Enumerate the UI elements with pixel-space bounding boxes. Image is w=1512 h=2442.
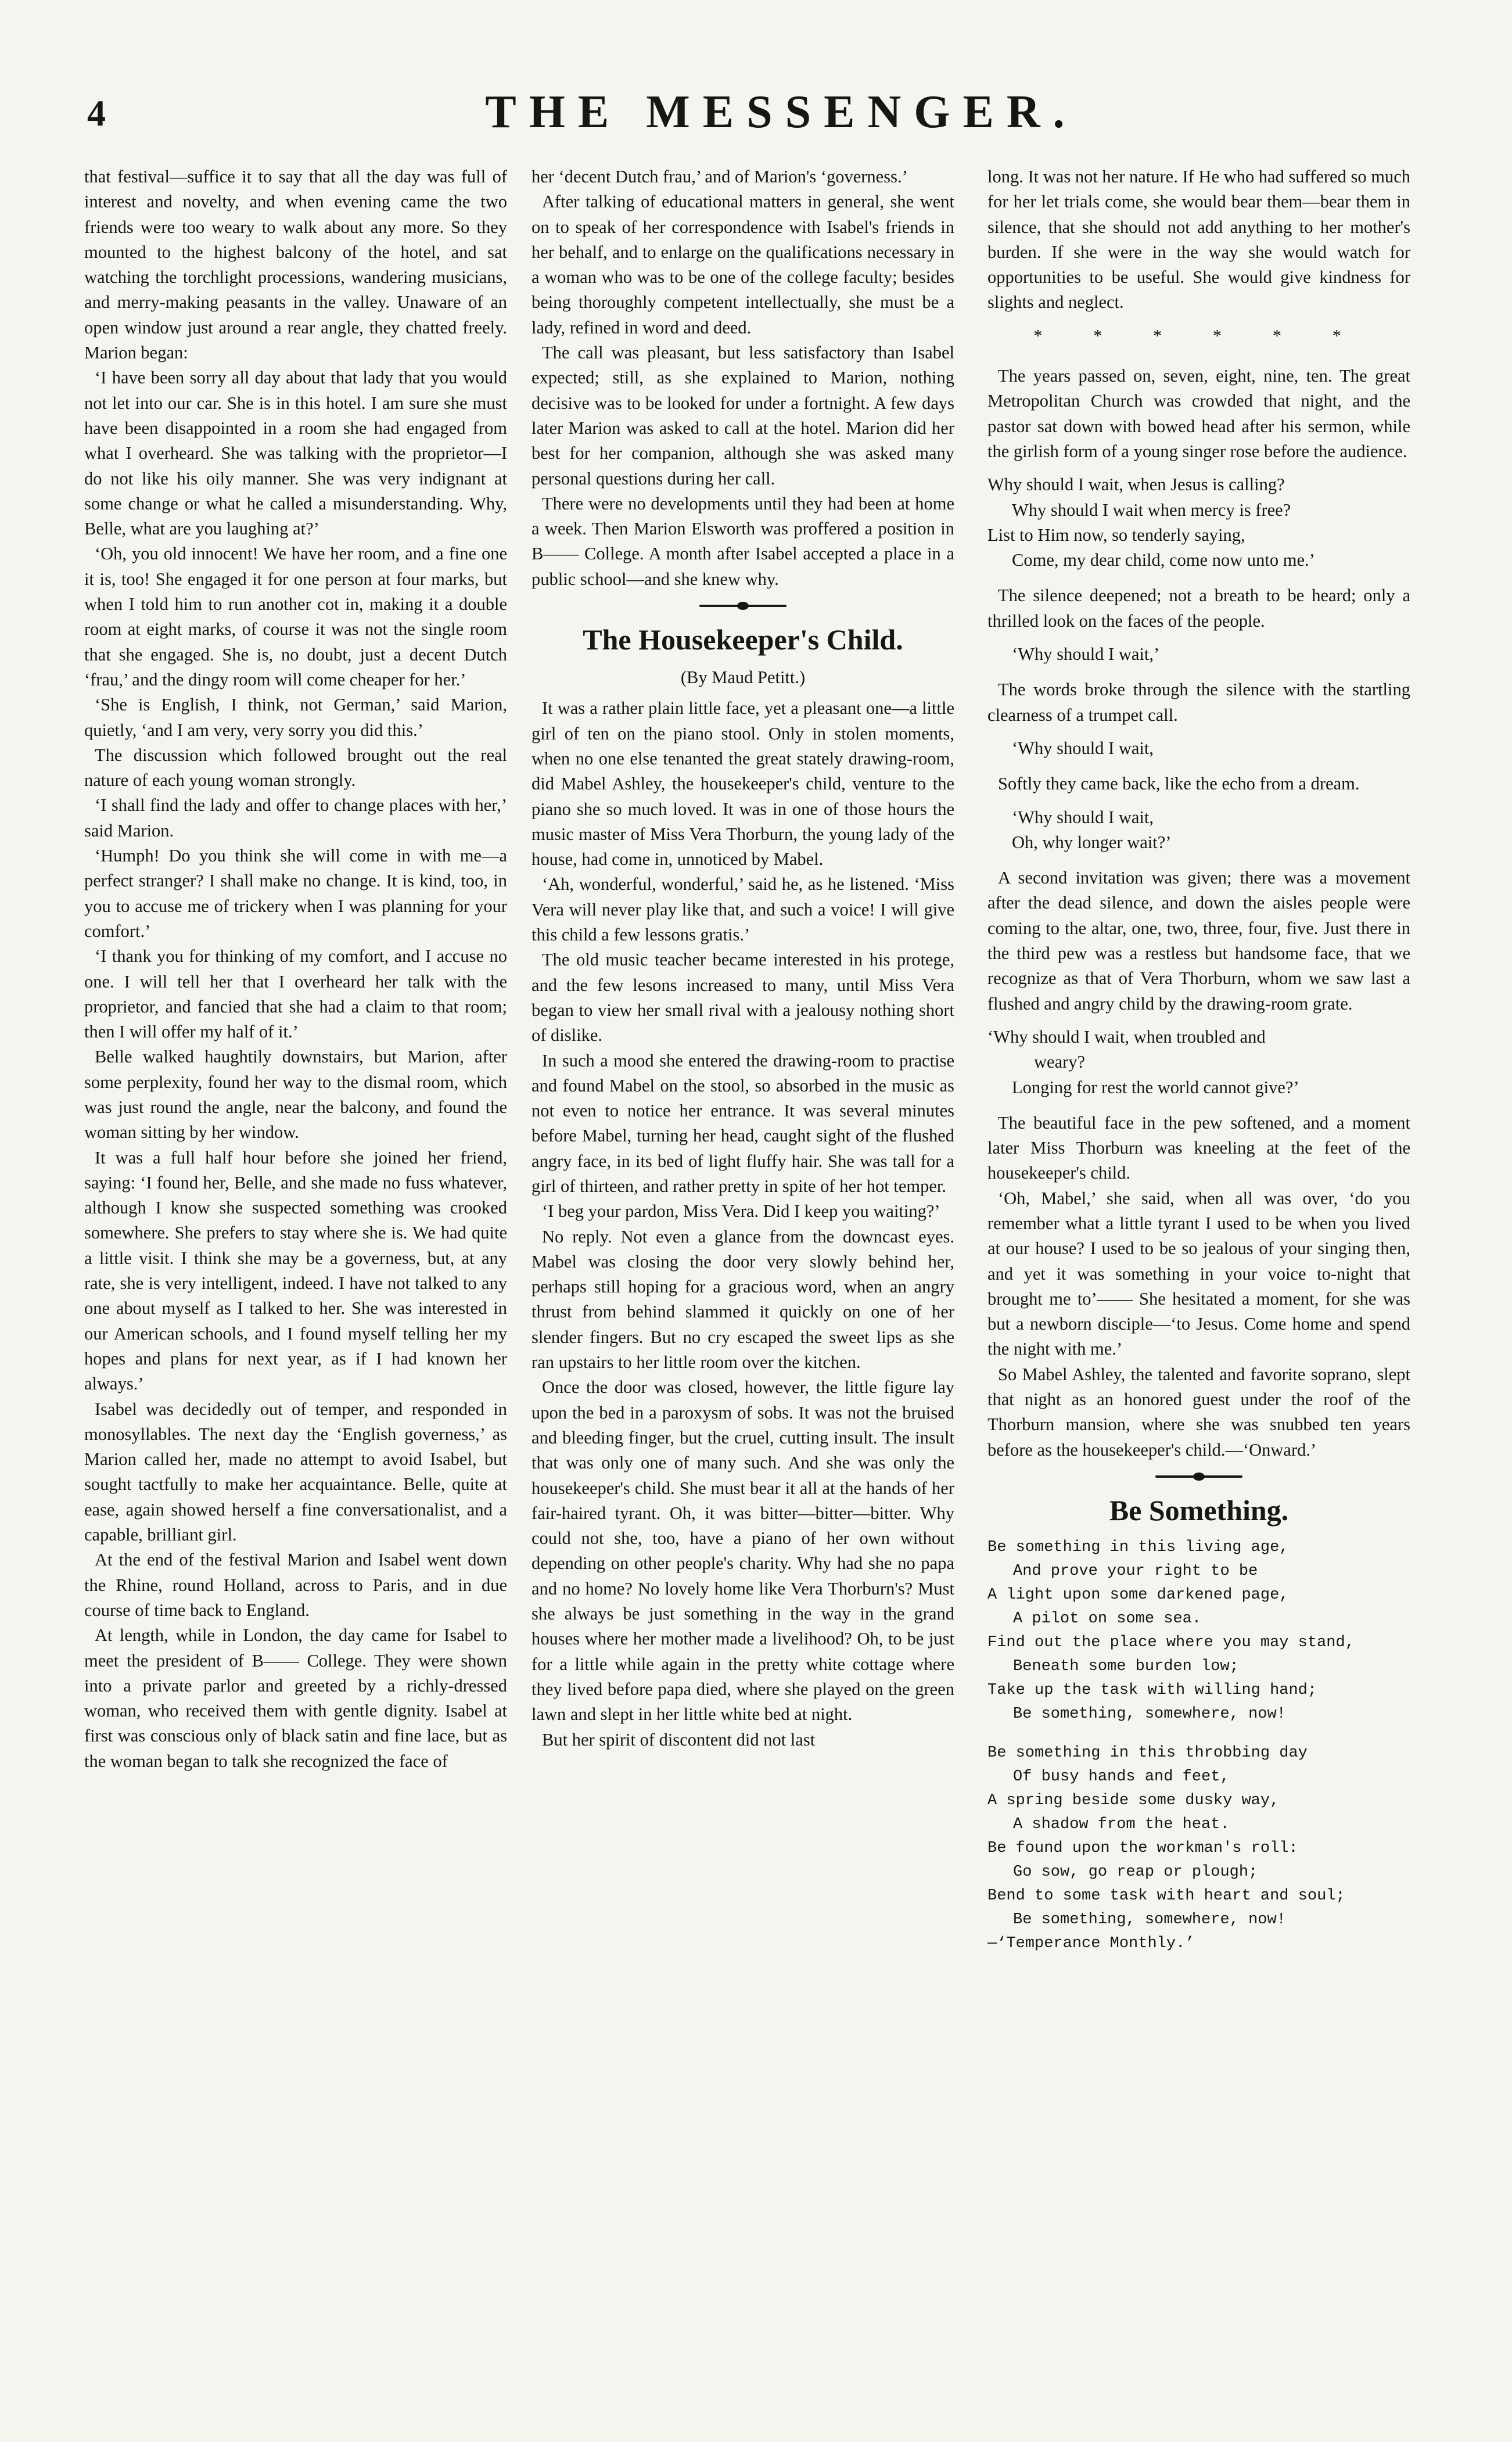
- page-number: 4: [87, 92, 106, 134]
- paragraph: ‘Humph! Do you think she will come in with me—a perfect stranger? I shall make no change. It is kind, too, in you to accuse me of trickery when I was planning for your comfort.’: [84, 846, 507, 941]
- paragraph: There were no developments until they had been at home a week. Then Marion Elsworth was proffered a position in B—— College. A month after Isabel accepted a place in a public school—and she knew why.: [531, 493, 954, 589]
- paragraph: that festival—suffice it to say that all the day was full of interest and novelty, and when evening came the two friends were too weary to walk about any more. So they mounted to the highest balcony of the hotel, and sat watching the torchlight processions, wandering musicians, and merry-making peasants in the valley. Unaware of an open window just around a rear angle, they chatted freely. Marion began:: [84, 167, 507, 363]
- poem-stanza: [987, 1536, 1410, 1726]
- paragraph: No reply. Not even a glance from the downcast eyes. Mabel was closing the door very slowly behind her, perhaps still hoping for a gracious word, when an angry thrust from behind slammed it quickly on one of her slender fingers. But no cry escaped the sweet lips as she ran upstairs to her little room over the kitchen.: [531, 1226, 954, 1373]
- paragraph: ‘I beg your pardon, Miss Vera. Did I keep you waiting?’: [542, 1201, 940, 1222]
- poem-stanza: [987, 1741, 1410, 1956]
- article-byline: (By Maud Petitt.): [680, 667, 806, 688]
- verse-line: Why should I wait when mercy is free?: [1012, 500, 1291, 520]
- poem-line: Beneath some burden low;: [1013, 1657, 1239, 1675]
- hymn-verse: [987, 472, 1410, 573]
- verse-line: Why should I wait, when Jesus is calling?: [987, 475, 1285, 495]
- paragraph: Belle walked haughtily downstairs, but Marion, after some perplexity, found her way to the dismal room, which was just round the angle, near the balcony, and found the woman sitting by her window.: [84, 1047, 507, 1143]
- hymn-verse: [987, 805, 1410, 856]
- paragraph: So Mabel Ashley, the talented and favorite soprano, slept that night as an honored guest under the roof of the Thorburn mansion, where she was snubbed ten years before as the housekeeper's child.—‘Onward.’: [987, 1364, 1410, 1460]
- section-break-stars: * * * * * *: [1033, 325, 1364, 346]
- poem-line: A shadow from the heat.: [1013, 1815, 1230, 1833]
- paragraph: A second invitation was given; there was a movement after the dead silence, and down the aisles people were coming to the altar, one, two, three, four, five. Just there in the third pew was a restless but handsome face, that we recognize as that of Vera Thorburn, whom we saw last a flushed and angry child by the drawing-room grate.: [987, 868, 1410, 1014]
- section-divider: [1155, 1475, 1242, 1478]
- paragraph: Once the door was closed, however, the little figure lay upon the bed in a paroxysm of sobs. It was not the bruised and bleeding finger, but the cruel, cutting insult. The insult that was only one of many such. And she was only the housekeeper's child. She must bear it all at the hands of her fair-haired tyrant. Oh, it was bitter—bitter—bitter. Why could not she, too, have a piano of her own without depending on other people's charity. Why had she no papa and no home? No lovely home like Vera Thorburn's? Must she always be just something in the way in the grand houses where her mother made a livelihood? Oh, to be just for a little while again in the pretty white cottage where they lived before papa died, where she played on the green lawn and slept in her little white bed at night.: [531, 1377, 954, 1725]
- paragraph: The silence deepened; not a breath to be heard; only a thrilled look on the faces of the people.: [987, 586, 1410, 631]
- paragraph: her ‘decent Dutch frau,’ and of Marion's ‘governess.’: [531, 167, 908, 186]
- poem-line: Be something, somewhere, now!: [1013, 1910, 1286, 1929]
- paragraph: The words broke through the silence with the startling clearness of a trumpet call.: [987, 680, 1410, 725]
- column-3: [987, 164, 1410, 2418]
- paragraph: After talking of educational matters in general, she went on to speak of her correspondence with Isabel's friends in her behalf, and to enlarge on the qualifications necessary in a woman who was to be one of the college faculty; besides being thoroughly competent intellectually, she must be a lady, refined in word and deed.: [531, 192, 954, 337]
- verse-line: ‘Why should I wait,: [1012, 738, 1154, 758]
- verse-line: weary?: [1034, 1052, 1086, 1072]
- paragraph: The old music teacher became interested in his protege, and the few lesons increased to many, until Miss Vera began to view her small rival with a jealousy nothing short of dislike.: [531, 950, 954, 1046]
- paragraph: It was a rather plain little face, yet a pleasant one—a little girl of ten on the piano stool. Only in stolen moments, when no one else tenanted the great stately drawing-room, did Mabel Ashley, the housekeeper's child, venture to the piano she so much loved. It was in one of those hours the music master of Miss Vera Thorburn, the young lady of the house, had come in, unnoticed by Mabel.: [531, 698, 954, 870]
- paragraph: ‘She is English, I think, not German,’ said Marion, quietly, ‘and I am very, very sorry you did this.’: [84, 695, 507, 740]
- poem-line: A pilot on some sea.: [1013, 1610, 1202, 1628]
- verse-line: ‘Why should I wait, when troubled and: [987, 1026, 1266, 1047]
- verse-line: ‘Why should I wait,: [1012, 807, 1154, 827]
- paragraph: The beautiful face in the pew softened, and a moment later Miss Thorburn was kneeling at the feet of the housekeeper's child.: [987, 1112, 1410, 1183]
- paragraph: Softly they came back, like the echo from a dream.: [998, 774, 1360, 794]
- paragraph: Isabel was decidedly out of temper, and responded in monosyllables. The next day the ‘English governess,’ as Marion called her, made no attempt to avoid Isabel, but sought tactfully to make her acquaintance. Belle, quite at ease, again showed herself a fine conversationalist, and a capable, brilliant girl.: [84, 1399, 507, 1545]
- poem-attribution: —‘Temperance Monthly.’: [987, 1934, 1195, 1952]
- poem-line: Bend to some task with heart and soul;: [987, 1887, 1345, 1905]
- paragraph: At the end of the festival Marion and Isabel went down the Rhine, round Holland, across to Paris, and in due course of time back to England.: [84, 1550, 507, 1620]
- verse-line: List to Him now, so tenderly saying,: [987, 525, 1245, 545]
- paragraph: ‘I shall find the lady and offer to change places with her,’ said Marion.: [84, 795, 507, 841]
- paragraph: The discussion which followed brought out the real nature of each young woman strongly.: [84, 745, 507, 791]
- poem-line: And prove your right to be: [1013, 1562, 1258, 1580]
- section-divider: [699, 605, 786, 607]
- poem-line: Go sow, go reap or plough;: [1013, 1863, 1258, 1881]
- verse-line: Come, my dear child, come now unto me.’: [1012, 550, 1315, 570]
- poem-line: A light upon some darkened page,: [987, 1586, 1289, 1604]
- poem-line: Be something, somewhere, now!: [1013, 1705, 1286, 1723]
- verse-line: Oh, why longer wait?’: [1012, 832, 1172, 852]
- paragraph: The call was pleasant, but less satisfactory than Isabel expected; still, as she explained to Marion, nothing decisive was to be looked for under a fortnight. A few days later Marion was asked to call at the hotel. Marion did her best for her companion, although she was asked many personal questions during her call.: [531, 343, 954, 489]
- article-title: The Housekeeper's Child.: [583, 623, 903, 656]
- hymn-verse: [987, 1025, 1410, 1100]
- verse-line: ‘Why should I wait,’: [1012, 644, 1160, 665]
- page-header: [87, 81, 1475, 145]
- hymn-verse: [987, 736, 1410, 761]
- poem-line: Find out the place where you may stand,: [987, 1633, 1355, 1651]
- paragraph: long. It was not her nature. If He who had suffered so much for her let trials come, she would bear them—bear them in silence, that she should not add anything to her mother's burden. If she were in the way she would watch for opportunities to be useful. She would give kindness for slights and neglect.: [987, 167, 1410, 313]
- paragraph: It was a full half hour before she joined her friend, saying: ‘I found her, Belle, and she made no fuss whatever, although I know she suspected something was crooked somewhere. She prefers to stay where she is. We had quite a little visit. I think she may be a governess, but, at any rate, she is very intelligent, indeed. I have not talked to any one about myself as I talked to her. She was interested in our American schools, and I found myself telling her my hopes and plans for next year, as if I had known her always.’: [84, 1147, 507, 1394]
- paragraph: ‘Ah, wonderful, wonderful,’ said he, as he listened. ‘Miss Vera will never play like that, and such a voice! I will give this child a few lessons gratis.’: [531, 874, 954, 945]
- paragraph: But her spirit of discontent did not last: [542, 1729, 816, 1750]
- column-1: [84, 164, 507, 2418]
- poem-line: Be something in this throbbing day: [987, 1744, 1308, 1762]
- poem-line: Be found upon the workman's roll:: [987, 1839, 1298, 1857]
- paragraph: ‘Oh, you old innocent! We have her room, and a fine one it is, too! She engaged it for one person at four marks, but when I told him to run another cot in, making it a double room at eight marks, of course it was not the single room that she engaged. She is, no doubt, just a decent Dutch ‘frau,’ and the dingy room will come cheaper for her.’: [84, 544, 507, 689]
- paragraph: In such a mood she entered the drawing-room to practise and found Mabel on the stool, so absorbed in the music as not even to notice her entrance. It was several minutes before Mabel, turning her head, caught sight of the flushed angry face, in its bed of light fluffy hair. She was tall for a girl of thirteen, and rather pretty in spite of her hot temper.: [531, 1050, 954, 1196]
- verse-line: Longing for rest the world cannot give?’: [1012, 1077, 1299, 1097]
- paragraph: ‘Oh, Mabel,’ she said, when all was over, ‘do you remember what a little tyrant I used to be when you lived at our house? I used to be so jealous of your singing then, and yet it was something in your voice to-night that brought me to’—— She hesitated a moment, for she was but a newborn disciple—‘to Jesus. Come home and spend the night with me.’: [987, 1188, 1410, 1359]
- masthead-title: THE MESSENGER.: [485, 87, 1078, 138]
- hymn-verse: [987, 642, 1410, 667]
- poem-line: A spring beside some dusky way,: [987, 1791, 1280, 1809]
- poem-title: Be Something.: [1109, 1493, 1289, 1527]
- paragraph: ‘I thank you for thinking of my comfort, and I accuse no one. I will tell her that I overheard her talk with the proprietor, and fancied that she had a claim to that room; then I will offer my half of it.’: [84, 946, 507, 1042]
- poem-line: Of busy hands and feet,: [1013, 1768, 1230, 1786]
- poem-line: Take up the task with willing hand;: [987, 1681, 1317, 1699]
- paragraph: ‘I have been sorry all day about that lady that you would not let into our car. She is in this hotel. I am sure she must have been disappointed in a room she had engaged from what I overheard. She was talking with the proprietor—I do not like his oily manner. She was very indignant at some change or what he called a misunderstanding. Why, Belle, what are you laughing at?’: [84, 368, 507, 539]
- paragraph: At length, while in London, the day came for Isabel to meet the president of B—— College. They were shown into a private parlor and greeted by a richly-dressed woman, who received them with gentle dignity. Isabel at first was conscious only of black satin and fine lace, but as the woman began to talk she recognized the face of: [84, 1625, 507, 1771]
- poem-line: Be something in this living age,: [987, 1538, 1289, 1556]
- paragraph: The years passed on, seven, eight, nine, ten. The great Metropolitan Church was crowded that night, and the pastor sat down with bowed head after his sermon, while the girlish form of a young singer rose before the audience.: [987, 366, 1410, 461]
- column-2: [531, 164, 954, 2418]
